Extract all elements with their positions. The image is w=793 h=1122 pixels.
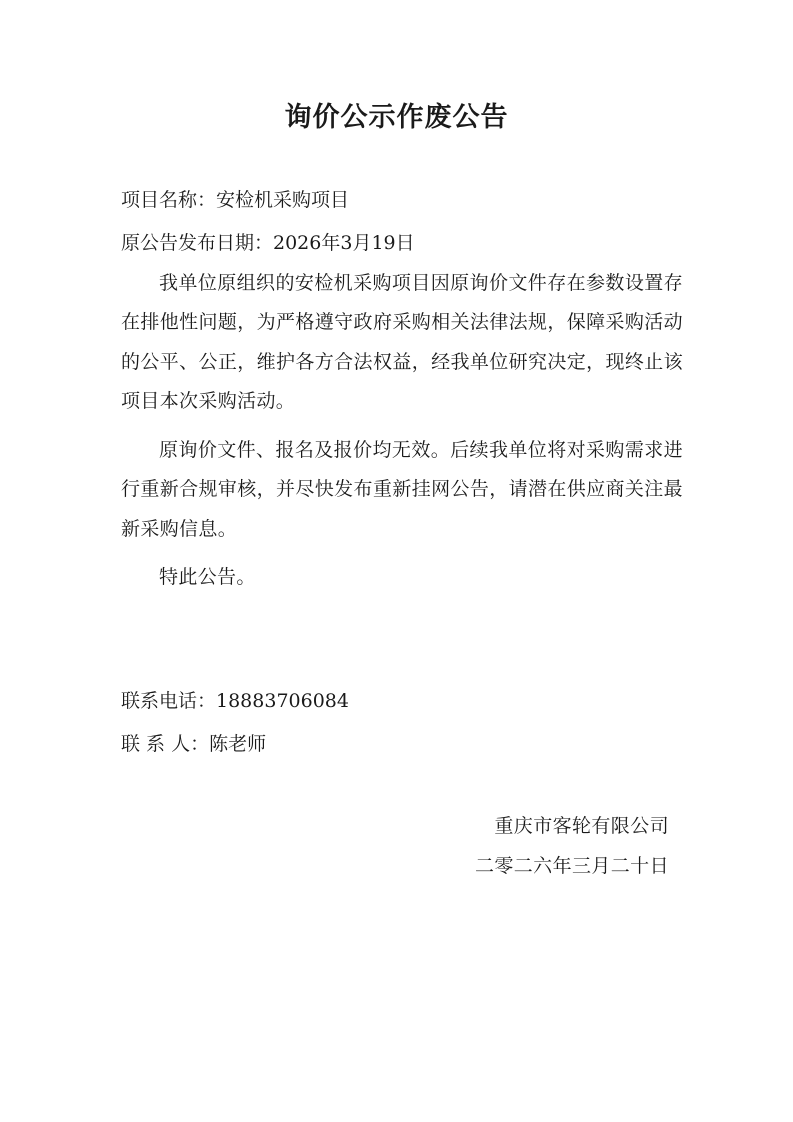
body-paragraph: 原询价文件、报名及报价均无效。后续我单位将对采购需求进行重新合规审核，并尽快发布重新挂网公告，请潜在供应商关注最新采购信息。: [121, 439, 683, 540]
contact-phone-line: 联系电话：18883706084: [121, 690, 349, 712]
signature-organization: 重庆市客轮有限公司: [494, 815, 669, 837]
original-date-line: 原公告发布日期：2026年3月19日: [121, 232, 415, 254]
page-title: 询价公示作废公告: [284, 102, 509, 133]
project-name-line: 项目名称：安检机采购项目: [121, 189, 350, 211]
contact-person-line: 联 系 人：陈老师: [121, 733, 267, 755]
closing-paragraph: 特此公告。: [159, 566, 256, 588]
body-paragraph: 我单位原组织的安检机采购项目因原询价文件存在参数设置存在排他性问题，为严格遵守政府采购相关法律法规，保障采购活动的公平、公正，维护各方合法权益，经我单位研究决定，现终止该项目本次采购活动。: [121, 272, 683, 412]
signature-date: 二零二六年三月二十日: [474, 855, 669, 877]
